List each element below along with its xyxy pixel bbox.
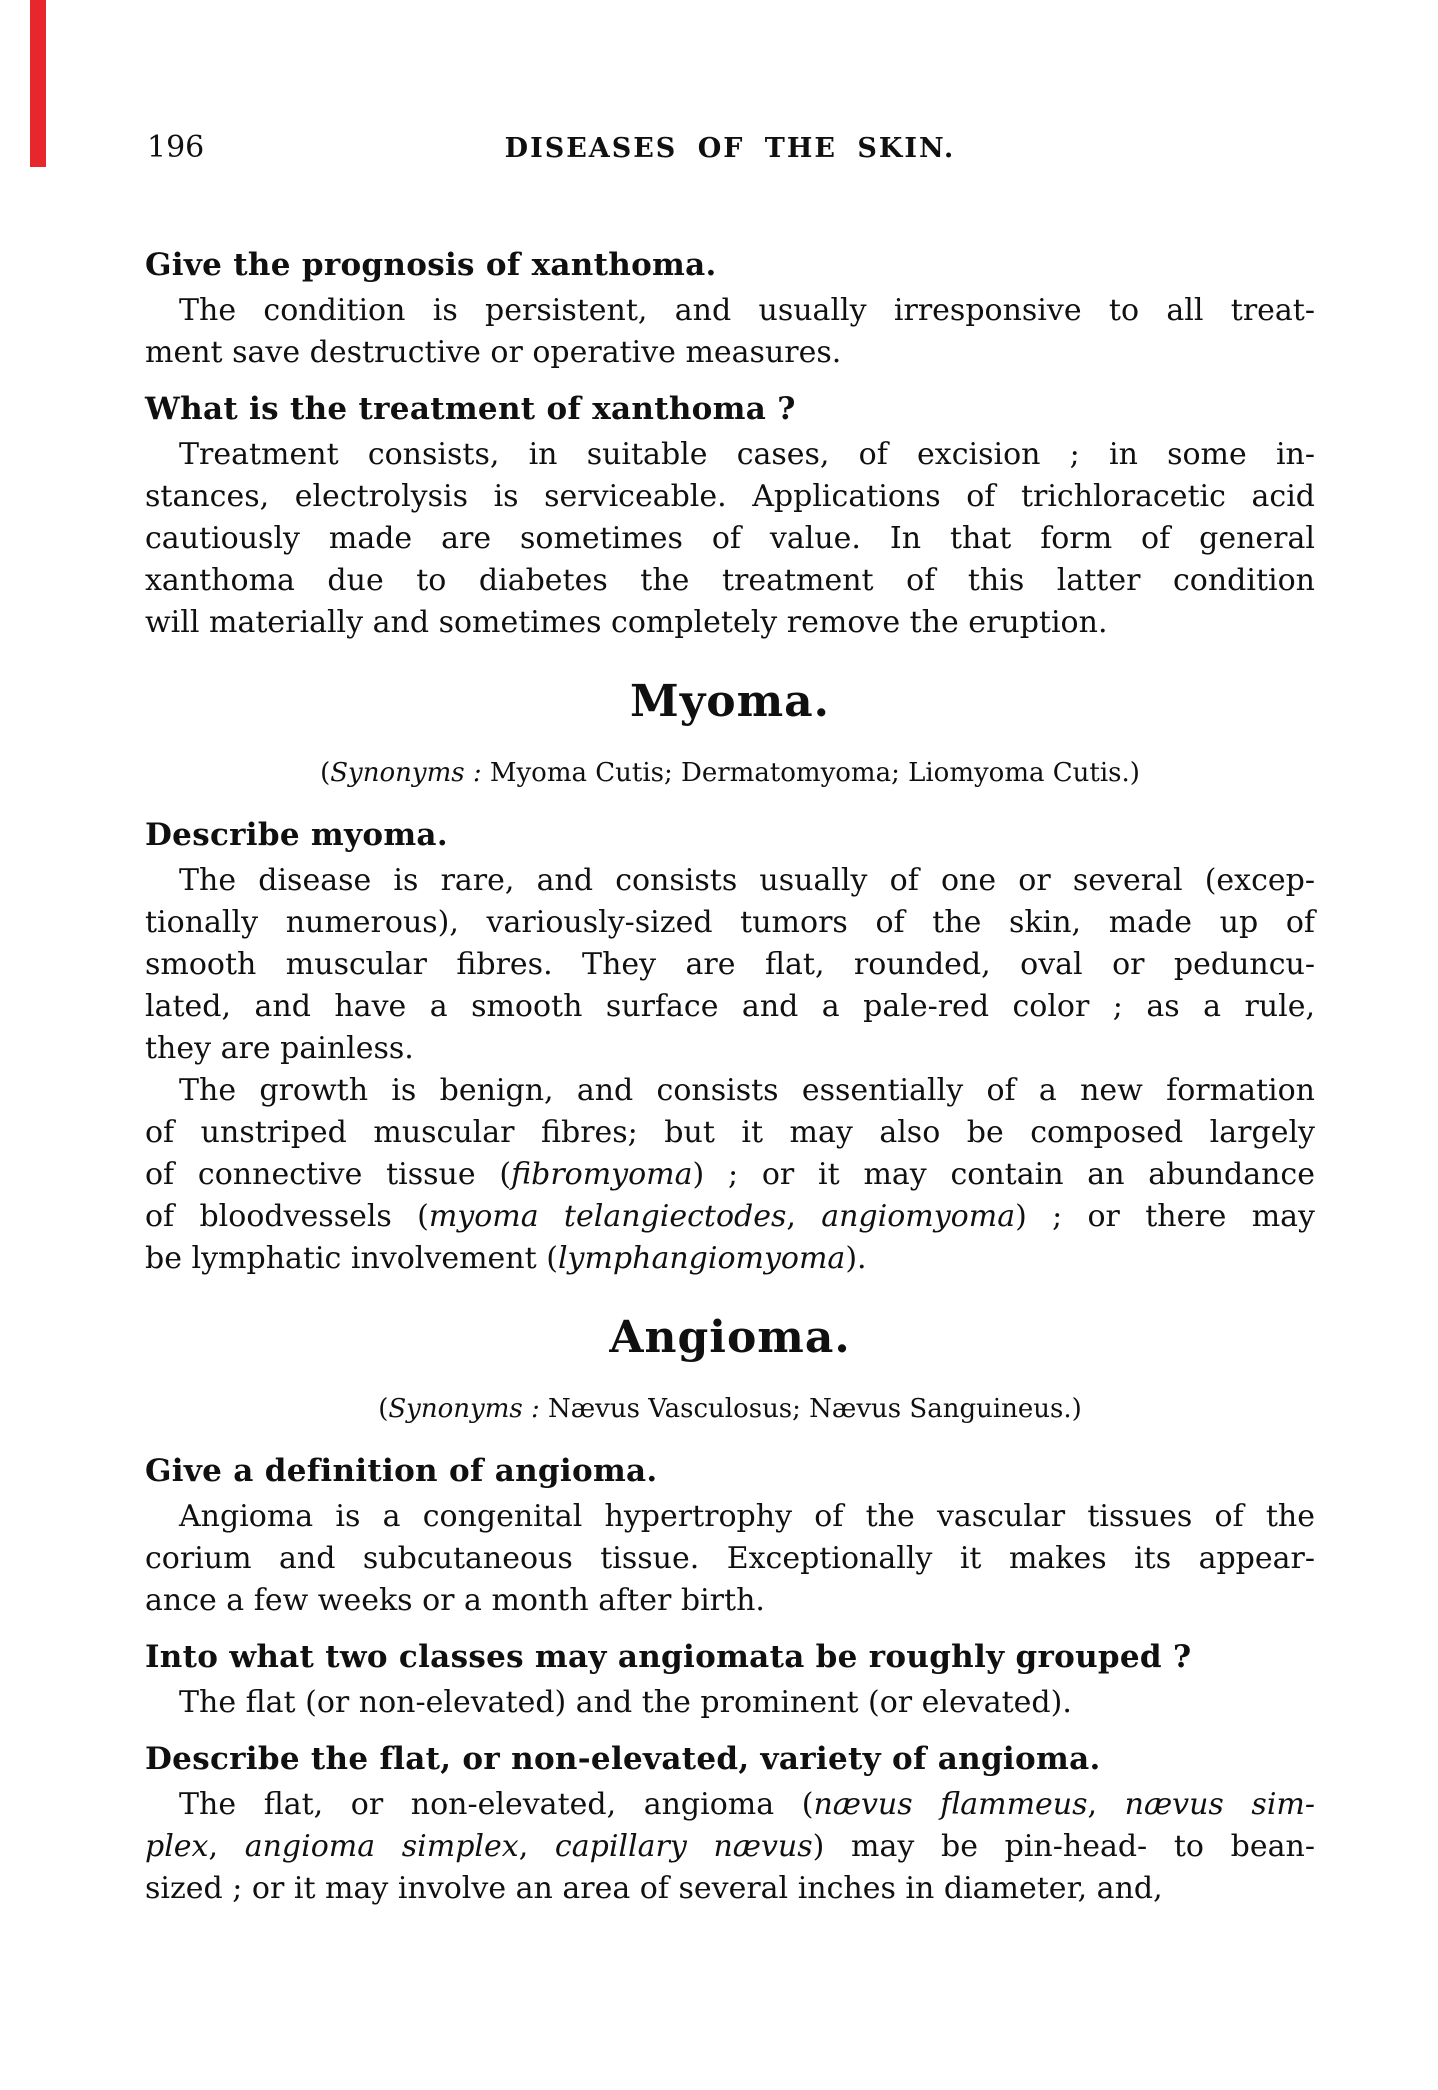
text-line: (Synonyms : Myoma Cutis; Dermatomyoma; Liomyoma Cutis.) [320,758,1140,788]
text-line: of bloodvessels (myoma telangiectodes, angiomyoma) ; or there may [145,1199,1315,1234]
text-line: The flat (or non-elevated) and the prominent (or elevated). [179,1685,1072,1720]
text-line: cautiously made are sometimes of value. In that form of general [145,521,1315,556]
text-line: xanthoma due to diabetes the treatment of this latter condition [145,563,1315,598]
text-line: smooth muscular fibres. They are flat, rounded, oval or peduncu- [145,947,1315,982]
text-line: sized ; or it may involve an area of several inches in diameter, and, [145,1871,1163,1906]
italic-term: fibromyoma [511,1157,693,1192]
italic-term: Synonyms : [330,758,482,788]
italic-term: angioma simplex [244,1829,519,1864]
answer-xanthoma-treatment [145,434,1315,644]
italic-term: nævus sim- [1124,1787,1316,1822]
answer-angioma-definition [145,1496,1315,1622]
question-xanthoma-treatment: What is the treatment of xanthoma ? [145,391,796,427]
answer-describe-myoma-paragraph-1 [145,860,1315,1070]
answer-angioma-classes [145,1682,1315,1724]
text-line: ment save destructive or operative measures. [145,335,842,370]
page-number: 196 [147,130,205,165]
question-angioma-flat-variety: Describe the flat, or non-elevated, variety of angioma. [145,1741,1101,1777]
question-angioma-definition: Give a definition of angioma. [145,1453,658,1489]
answer-describe-myoma-paragraph-2 [145,1070,1315,1280]
text-line: tionally numerous), variously-sized tumors of the skin, made up of [145,905,1315,940]
text-line: be lymphatic involvement (lymphangiomyoma). [145,1241,867,1276]
synonyms-angioma [145,1392,1315,1426]
text-line: Angioma is a congenital hypertrophy of the vascular tissues of the [179,1499,1315,1534]
text-line: (Synonyms : Nævus Vasculosus; Nævus Sanguineus.) [378,1394,1082,1424]
answer-xanthoma-prognosis [145,290,1315,374]
text-line: of connective tissue (fibromyoma) ; or it may contain an abundance [145,1157,1315,1192]
answer-angioma-flat-variety [145,1784,1315,1910]
text-line: plex, angioma simplex, capillary nævus) may be pin-head- to bean- [145,1829,1315,1864]
page-header [145,128,1315,168]
text-line: corium and subcutaneous tissue. Exceptionally it makes its appear- [145,1541,1315,1576]
text-line: The growth is benign, and consists essentially of a new formation [179,1073,1315,1108]
text-line: stances, electrolysis is serviceable. Applications of trichloracetic acid [145,479,1315,514]
italic-term: nævus flammeus [813,1787,1088,1822]
text-line: Treatment consists, in suitable cases, of excision ; in some in- [179,437,1315,472]
italic-term: angiomyoma [821,1199,1016,1234]
question-xanthoma-prognosis: Give the prognosis of xanthoma. [145,247,717,283]
italic-term: lymphangiomyoma [557,1241,846,1276]
text-line: ance a few weeks or a month after birth. [145,1583,765,1618]
italic-term: myoma telangiectodes [428,1199,787,1234]
section-title-angioma: Angioma. [609,1312,851,1363]
running-head: DISEASES OF THE SKIN. [504,133,956,164]
text-line: will materially and sometimes completely remove the eruption. [145,605,1108,640]
text-line: The disease is rare, and consists usually of one or several (excep- [179,863,1315,898]
text-line: The condition is persistent, and usually irresponsive to all treat- [179,293,1315,328]
section-title-myoma: Myoma. [629,676,830,727]
italic-term: Synonyms : [388,1394,540,1424]
red-edge-marker [30,0,46,167]
synonyms-myoma [145,756,1315,790]
page-content [145,128,1315,1910]
question-angioma-classes: Into what two classes may angiomata be roughly grouped ? [145,1639,1192,1675]
question-describe-myoma: Describe myoma. [145,817,448,853]
text-line: The flat, or non-elevated, angioma (nævus flammeus, nævus sim- [179,1787,1316,1822]
text-line: they are painless. [145,1031,414,1066]
text-line: lated, and have a smooth surface and a pale-red color ; as a rule, [145,989,1315,1024]
italic-term: plex [145,1829,209,1864]
italic-term: capillary nævus [554,1829,813,1864]
text-line: of unstriped muscular fibres; but it may also be composed largely [145,1115,1315,1150]
